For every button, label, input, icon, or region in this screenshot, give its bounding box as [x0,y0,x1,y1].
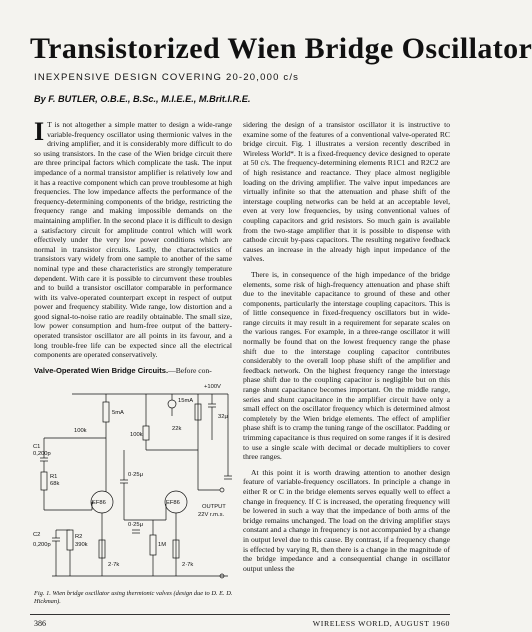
decoupling-capacitor-label: 32μ [218,414,228,420]
lamp-current-label: 15mA [178,398,194,404]
c1-label: C1 [33,444,41,450]
valve-1-label: EF86 [92,500,106,506]
magazine-footer: WIRELESS WORLD, AUGUST 1960 [312,619,450,628]
grid-resistor-label: 100k [74,428,87,434]
right-paragraph-2: There is, in consequence of the high impedance of the bridge elements, some risk of high-frequency attenuation and phase shift due to the inevitable capacitance to ground of these and other components, particularly the interstage coupling capacitors. This is of little consequence in fixed-frequency oscillators but in wide-range circuits it may result in a requirement for separate scales on the various ranges. For example, in a three-range oscillator it will normally be found that on the lowest frequency range the phase shift due to the interstage coupling capacitor contributes considerably to the overall loop phase shift of the amplifier and feedback network. On the highest frequency range the interstage phase shift due to the coupling capacitor is negligible but on this range shunt capacitance becomes important. On the middle range, series and shunt capacitance in the amplifier circuit have only a small effect on the oscillator frequency which is determined almost completely by the Wien bridge elements. The effect of amplifier phase shift is to cramp the tuning range of the oscillator. Padding or trimming capacitance is thus required on some ranges if it is desired to use a single scale with decimal or decade multipliers to cover three ranges. [243,269,450,462]
article-title: Transistorized Wien Bridge Oscillator [30,32,532,65]
c2-label: C2 [33,532,41,538]
right-paragraph-1: sidering the design of a transistor oscillator it is instructive to examine some of the features of a conventional valve-operated RC bridge circuit. Fig. 1 illustrates a version recently described in Wireless World*. It is a fixed-frequency device designed to operate at 50 c/s. The frequency-determining elements R1C1 and R2C2 are of high resistance and reactance. They place almost negligible loading on the driving amplifier. The valve input impedances are virtually infinite so that the attenuation and phase shift of the interstage coupling networks can be held at an acceptable level, even at very low frequencies, by using conventional values of coupling capacitors and grid resistors. So much gain is available from the two-stage amplifier that it is possible to dispense with cathode circuit by-pass capacitors. The resulting negative feedback causes an increase in the already high input impedance of the valves. [243,120,450,264]
page-number: 386 [34,619,46,628]
output-level-label: 22V r.m.s. [198,512,225,518]
r2-value-label: 390k [75,542,88,548]
drop-cap: I [34,117,45,146]
c1-value-label: 0,200p [33,451,51,457]
c2-value-label: 0,200p [33,542,51,548]
figure-caption: Fig. 1. Wien bridge oscillator using thermionic valves (design due to D. E. D. Hickman). [34,590,233,605]
r6-value-label: 2·7k [182,562,194,568]
section-heading: Valve-Operated Wien Bridge Circuits. [34,365,169,375]
circuit-diagram [32,380,237,590]
anode-resistor-label: 5mA [112,410,124,416]
right-paragraph-3: At this point it is worth drawing attention to another design feature of variable-frequency oscillators. In principle a change in either R or C in the bridge elements serves equally well to effect a change in frequency. If C is increased, the operating frequency will be lowered in such a way that the impedance of both arms of the bridge remains unchanged. The load on the driving amplifier stays constant and a change in frequency is not accompanied by a change in output level due to this cause. By contrast, if a frequency change is effected by varying R, then there is a change in the magnitude of the bridge impedance and a consequential change in oscillator output unless the [243,467,450,573]
right-column [243,120,450,590]
footer-rule [30,614,450,615]
supply-label: +100V [204,384,221,390]
paragraph-intro [34,117,232,360]
load-resistor-label: 100k [130,432,143,438]
article-subtitle: INEXPENSIVE DESIGN COVERING 20-20,000 c/s [34,72,300,83]
anode-resistor-2-label: 22k [172,426,182,432]
paragraph-section [34,366,232,376]
c3-value-label: 0·25μ [128,522,143,528]
r4-value-label: 1M [158,542,167,548]
r1-value-label: 68k [50,481,60,487]
valve-2-label: EF86 [166,500,180,506]
r2-label: R2 [75,534,83,540]
coupling-capacitor-label: 0·25μ [128,472,143,478]
left-column [34,117,232,382]
r5-value-label: 2·7k [108,562,120,568]
r1-label: R1 [50,474,58,480]
author-byline: By F. BUTLER, O.B.E., B.Sc., M.I.E.E., M.Brit.I.R.E. [34,94,251,104]
output-label: OUTPUT [202,504,226,510]
intro-text: T is not altogether a simple matter to design a wide-range variable-frequency oscillator using thermionic valves in the driving amplifier, and it is considerably more difficult to do so using transistors. In the case of the Wien bridge circuit there are three principal factors which complicate the task. The input impedance of a normal transistor amplifier is relatively low and it has a reactive component which can prove troublesome at high frequencies. The low impedance affects the performance of the frequency-determining components of the bridge, restricting the frequency range and making impossible demands on the maintaining amplifier. In the second place it is difficult to design a satisfactory circuit for amplitude control which will work effectively under the very low power conditions which are normal in transistor circuits. Lastly, the characteristics of transistors vary widely from one sample to another of the same nominal type and these characteristics are strongly temperature dependent. With care it is possible to circumvent these troubles and to build a transistor oscillator comparable in performance with its valve-operated counterpart except in respect of output power and frequency stability. Wide range, low distortion and a good signal-to-noise ratio are readily obtainable. The small size, low power consumption and hum-free output of the battery-operated transistor oscillator are all points in its favour, and a long trouble-free life can be expected since all the electrical components are operated conservatively. [34,120,232,360]
section-text: —Before con- [168,365,212,375]
